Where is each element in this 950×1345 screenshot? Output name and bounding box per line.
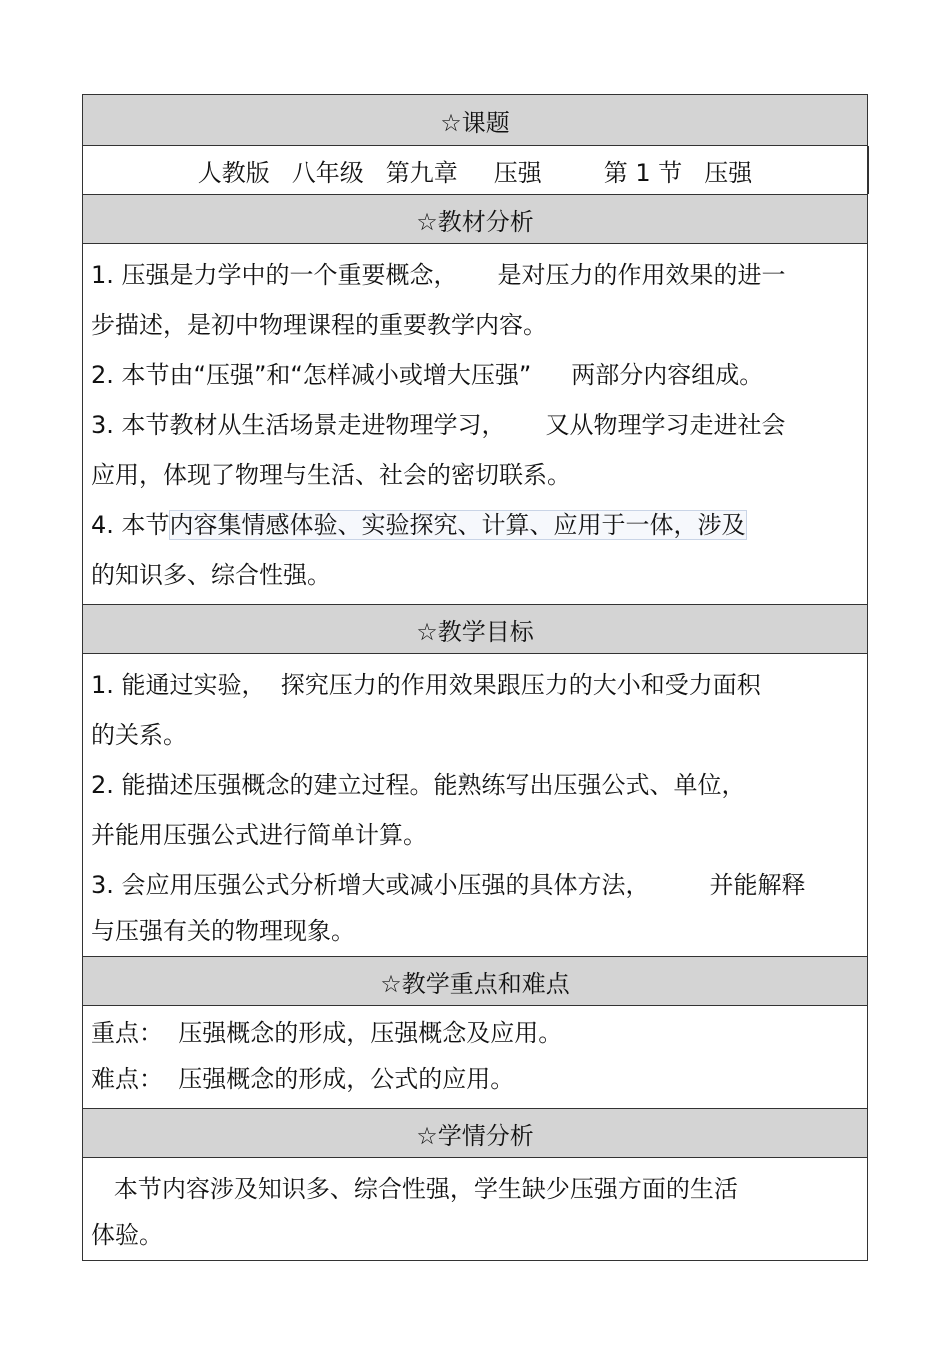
topic-row-edge	[867, 146, 869, 194]
materials-line	[91, 400, 859, 450]
materials-line	[91, 550, 859, 600]
objectives-body	[83, 654, 867, 957]
learning-line-text: 本节内容涉及知识多、综合性强，学生缺少压强方面的生活	[91, 1175, 738, 1203]
topic-section: 第 1 节	[603, 158, 683, 187]
materials-line	[91, 350, 859, 400]
learning-line-text: 体验。	[91, 1221, 163, 1249]
objectives-header-text: ☆教学目标	[416, 617, 534, 646]
objectives-line-text: 2. 能描述压强概念的建立过程。能熟练写出压强公式、单位，	[91, 771, 746, 799]
key-points-header	[83, 957, 867, 1006]
materials-line-text: 是对压力的作用效果的进一	[497, 261, 786, 289]
objectives-line	[91, 860, 859, 910]
materials-header	[83, 195, 867, 244]
learning-header-text: ☆学情分析	[416, 1121, 534, 1150]
materials-body	[83, 244, 867, 605]
objectives-line-text: 并能用压强公式进行简单计算。	[91, 821, 427, 849]
materials-line-text: 步描述，是初中物理课程的重要教学内容。	[91, 311, 547, 339]
materials-line	[91, 450, 859, 500]
key-point-text: 重点： 压强概念的形成，压强概念及应用。	[91, 1019, 563, 1047]
learning-line	[91, 1214, 859, 1256]
topic-section-title: 压强	[704, 158, 753, 187]
topic-chapter-title: 压强	[493, 158, 542, 187]
key-points-body	[83, 1006, 867, 1109]
topic-header	[83, 95, 867, 146]
topic-chapter: 第九章	[385, 158, 458, 187]
materials-line-text: 应用，体现了物理与生活、社会的密切联系。	[91, 461, 571, 489]
objectives-line-text: 与压强有关的物理现象。	[91, 917, 355, 945]
objectives-line-text: 3. 会应用压强公式分析增大或减小压强的具体方法，	[91, 871, 650, 899]
topic-row	[83, 146, 867, 195]
objectives-line	[91, 660, 859, 710]
objectives-line-text: 的关系。	[91, 721, 187, 749]
objectives-line	[91, 710, 859, 760]
lesson-plan-table	[82, 94, 868, 1261]
materials-line	[91, 300, 859, 350]
objectives-line	[91, 810, 859, 860]
learning-line	[91, 1164, 859, 1214]
materials-line-text: 4. 本节	[91, 511, 170, 539]
difficulty-line	[91, 1054, 859, 1104]
key-points-header-text: ☆教学重点和难点	[380, 969, 570, 998]
objectives-line	[91, 760, 859, 810]
materials-line-text: 的知识多、综合性强。	[91, 561, 331, 589]
key-point-line	[91, 1012, 859, 1054]
selection-highlight: 内容集情感体验、实验探究、计算、应用于一体，涉及	[169, 511, 746, 539]
objectives-header	[83, 605, 867, 654]
objectives-line	[91, 910, 859, 952]
materials-line-text: 两部分内容组成。	[571, 361, 764, 389]
learning-header	[83, 1109, 867, 1158]
topic-edition: 人教版	[197, 158, 270, 187]
materials-line-text: 又从物理学习走进社会	[545, 411, 786, 439]
materials-line	[91, 500, 859, 550]
materials-line-text: 2. 本节由“压强”和“怎样减小或增大压强”	[91, 361, 532, 389]
objectives-line-text: 1. 能通过实验， 探究压力的作用效果跟压力的大小和受力面积	[91, 671, 761, 699]
materials-header-text: ☆教材分析	[416, 207, 534, 236]
materials-line	[91, 250, 859, 300]
objectives-line-text: 并能解释	[709, 871, 806, 899]
materials-line-text: 3. 本节教材从生活场景走进物理学习，	[91, 411, 506, 439]
difficulty-text: 难点： 压强概念的形成，公式的应用。	[91, 1065, 515, 1093]
materials-line-text: 1. 压强是力学中的一个重要概念，	[91, 261, 458, 289]
topic-grade: 八年级	[291, 158, 364, 187]
topic-header-text: ☆课题	[440, 108, 510, 137]
learning-body	[83, 1158, 867, 1260]
